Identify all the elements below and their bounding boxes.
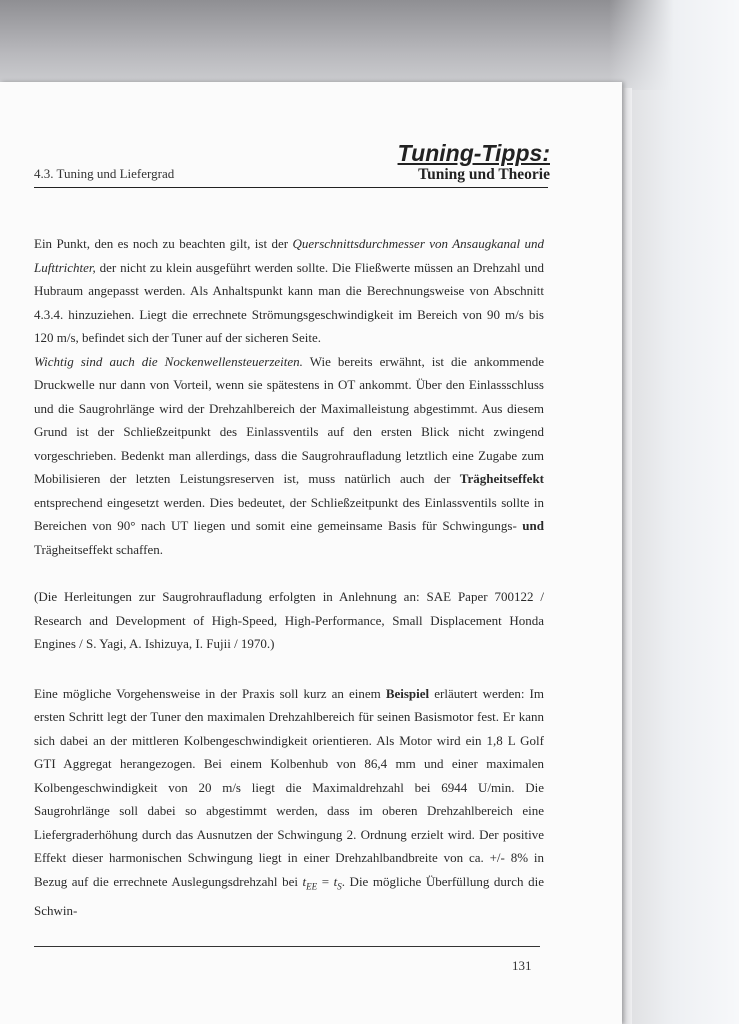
text-run: S	[337, 881, 342, 892]
footer-rule	[34, 946, 540, 947]
page-header-subtitle: Tuning und Theorie	[418, 166, 550, 183]
paragraph	[34, 232, 544, 350]
header-rule	[34, 187, 548, 188]
text-run: t	[302, 873, 307, 889]
text-run: Trägheitseffekt schaffen.	[34, 541, 164, 557]
text-run: Wie bereits erwähnt, ist die ankommende Druckwelle nur dann von Vorteil, wenn sie spätestens in OT ankommt. Über den Einlassschluss und die Saugrohrlänge wird der Drehzahlbereich der Maximalleistung abgestimmt. Aus diesem Grund ist der Schließzeitpunkt des Einlassventils auf den ersten Blick nicht zwingend vorgeschrieben. Bedenkt man allerdings, dass die Saugrohraufladung letztlich eine Zugabe zum Mobilisieren der letzten Leistungsreserven ist, muss natürlich auch der	[34, 353, 544, 486]
text-run: erläutert werden: Im ersten Schritt legt der Tuner den maximalen Drehzahlbereich für seinen Basismotor fest. Er kann sich dabei an der mittleren Kolbengeschwindigkeit orientieren. Als Motor wird ein 1,8 L Golf GTI Aggregat herangezogen. Bei einem Kolbenhub von 86,4 mm und einer maximalen Kolbengeschwindigkeit von 20 m/s liegt die Maximaldrehzahl bei 6944 U/min. Die Saugrohrlänge soll dabei so abgestimmt werden, dass im oberen Drehzahlbereich eine Liefergraderhöhung durch das Ausnutzen der Schwingung 2. Ordnung erzielt wird. Der positive Effekt dieser harmonischen Schwingung liegt in einer Drehzahlbandbreite von ca. +/- 8% in Bezug auf die errechnete Auslegungsdrehzahl bei	[34, 685, 544, 889]
text-run: Trägheitseffekt	[459, 471, 544, 486]
paragraph	[34, 682, 544, 923]
paragraph	[34, 585, 544, 656]
text-run: t	[333, 873, 338, 889]
text-run: Querschnittsdurchmesser von Ansaugkanal und Lufttrichter,	[34, 236, 545, 275]
book-page	[0, 82, 622, 1024]
text-run: Wichtig sind auch die Nockenwellensteuerzeiten.	[34, 353, 303, 369]
text-run: EE	[306, 881, 318, 892]
text-run: (Die Herleitungen zur Saugrohraufladung erfolgten in Anlehnung an: SAE Paper 700122 / Research and Development of High-Speed, High-Performance, Small Displacement Honda Engines / S. Yagi, A. Ishizuya, I. Fujii / 1970.)	[34, 589, 544, 651]
text-run: Beispiel	[385, 685, 430, 701]
text-run: und	[522, 518, 544, 533]
body-text	[34, 232, 544, 922]
page-header-title: Tuning-Tipps:	[397, 140, 550, 166]
paragraph	[34, 350, 544, 562]
text-run: =	[317, 873, 334, 889]
text-run: Eine mögliche Vorgehensweise in der Praxis soll kurz an einem	[34, 685, 386, 701]
text-run: . Die mögliche Überfüllung durch die Schwin-	[34, 873, 544, 918]
text-run: der nicht zu klein ausgeführt werden sollte. Die Fließwerte müssen an Drehzahl und Hubraum angepasst werden. Als Anhaltspunkt kann man die Berechnungsweise von Abschnitt 4.3.4. hinzuziehen. Liegt die errechnete Strömungsgeschwindigkeit im Bereich von 90 m/s bis 120 m/s, befindet sich der Tuner auf der sicheren Seite.	[34, 259, 544, 345]
text-run: entsprechend eingesetzt werden. Dies bedeutet, der Schließzeitpunkt des Einlassventils sollte in Bereichen von 90° nach UT liegen und somit eine gemeinsame Basis für Schwingungs-	[34, 494, 544, 533]
text-run: Ein Punkt, den es noch zu beachten gilt, ist der	[34, 236, 293, 251]
section-label: 4.3. Tuning und Liefergrad	[34, 166, 175, 181]
page-number: 131	[512, 958, 532, 973]
